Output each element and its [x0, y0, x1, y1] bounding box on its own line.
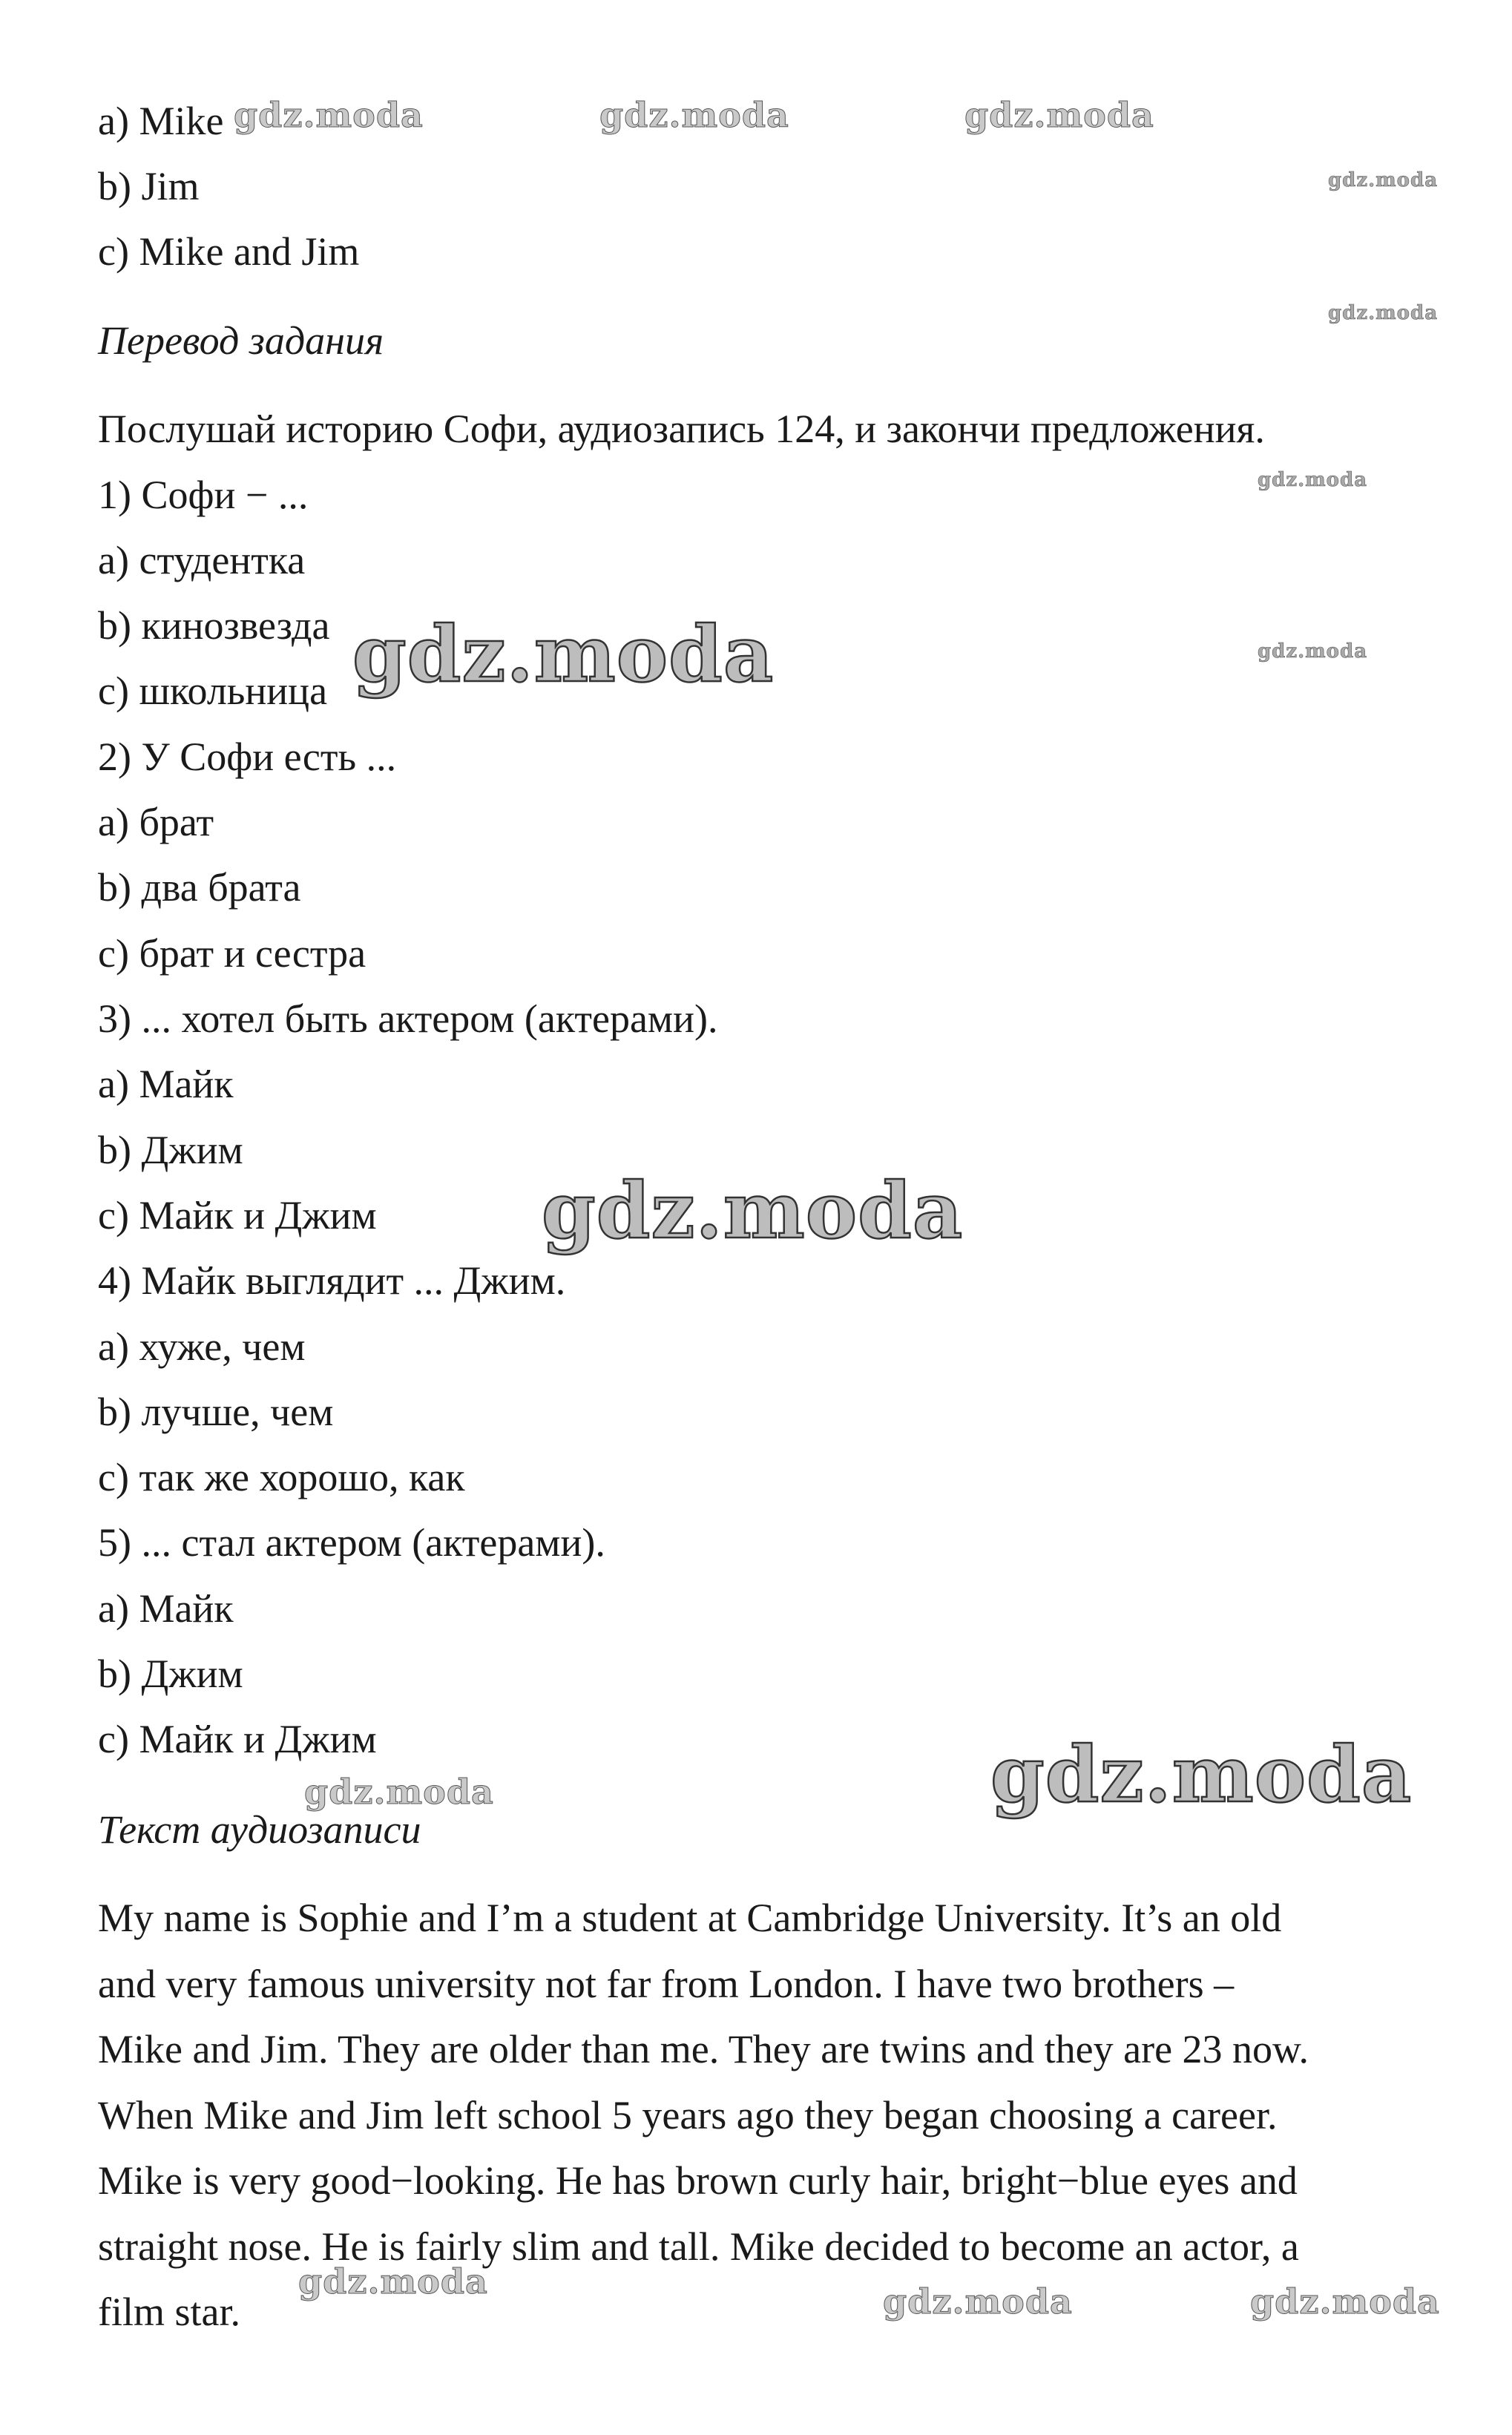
- question-4-option-c: c) так же хорошо, как: [98, 1455, 465, 1499]
- watermark: gdz.moda: [304, 1772, 494, 1812]
- watermark: gdz.moda: [1328, 169, 1439, 191]
- translation-heading: Перевод задания: [98, 318, 384, 363]
- watermark: gdz.moda: [883, 2281, 1073, 2321]
- question-4-option-b: b) лучше, чем: [98, 1390, 334, 1434]
- question-2-option-b: b) два брата: [98, 865, 301, 910]
- question-2-option-a: a) брат: [98, 800, 214, 844]
- question-3-option-c: c) Майк и Джим: [98, 1193, 377, 1238]
- watermark: gdz.moda: [990, 1729, 1413, 1820]
- question-5-option-c: c) Майк и Джим: [98, 1717, 377, 1761]
- watermark: gdz.moda: [1328, 302, 1439, 324]
- question-5-option-b: b) Джим: [98, 1652, 243, 1696]
- question-5-option-a: a) Майк: [98, 1586, 234, 1631]
- question-2-option-c: c) брат и сестра: [98, 931, 367, 976]
- question-5: 5) ... стал актером (актерами).: [98, 1520, 605, 1565]
- audio-transcript: My name is Sophie and I’m a student at Cambridge University. It’s an old and very famous university not far from London. I have two brothers – Mike and Jim. They are older than me. They are twins and they are 23 now. When Mike and Jim left school 5 years ago they began choosing a career. Mike is very good−looking. He has brown curly hair, bright−blue eyes and straight nose. He is fairly slim and tall. Mike decided to become an actor, a film star.: [98, 1896, 1309, 2334]
- question-1-option-a: а) студентка: [98, 538, 306, 582]
- watermark: gdz.moda: [599, 95, 789, 135]
- watermark: gdz.moda: [964, 95, 1154, 135]
- option-c-mike-and-jim: c) Mike and Jim: [98, 229, 360, 274]
- watermark: gdz.moda: [1250, 2281, 1440, 2321]
- watermark: gdz.moda: [542, 1165, 964, 1256]
- option-b-jim: b) Jim: [98, 164, 200, 208]
- question-1: 1) Софи − ...: [98, 473, 309, 517]
- question-4-option-a: a) хуже, чем: [98, 1324, 306, 1369]
- question-2: 2) У Софи есть ...: [98, 735, 397, 779]
- task-text: Послушай историю Софи, аудиозапись 124, и закончи предложения.: [98, 407, 1265, 451]
- watermark: gdz.moda: [234, 95, 424, 135]
- watermark: gdz.moda: [352, 608, 775, 700]
- watermark: gdz.moda: [298, 2261, 488, 2301]
- watermark: gdz.moda: [1258, 640, 1368, 663]
- question-1-option-c: c) школьница: [98, 668, 328, 713]
- question-4: 4) Майк выглядит ... Джим.: [98, 1258, 566, 1303]
- question-3-option-a: a) Майк: [98, 1062, 234, 1106]
- watermark: gdz.moda: [1258, 469, 1368, 491]
- question-3: 3) ... хотел быть актером (актерами).: [98, 996, 718, 1041]
- question-3-option-b: b) Джим: [98, 1128, 243, 1172]
- question-1-option-b: b) кинозвезда: [98, 603, 330, 648]
- option-a-mike: a) Mike: [98, 99, 224, 143]
- audio-heading: Текст аудиозаписи: [98, 1807, 421, 1852]
